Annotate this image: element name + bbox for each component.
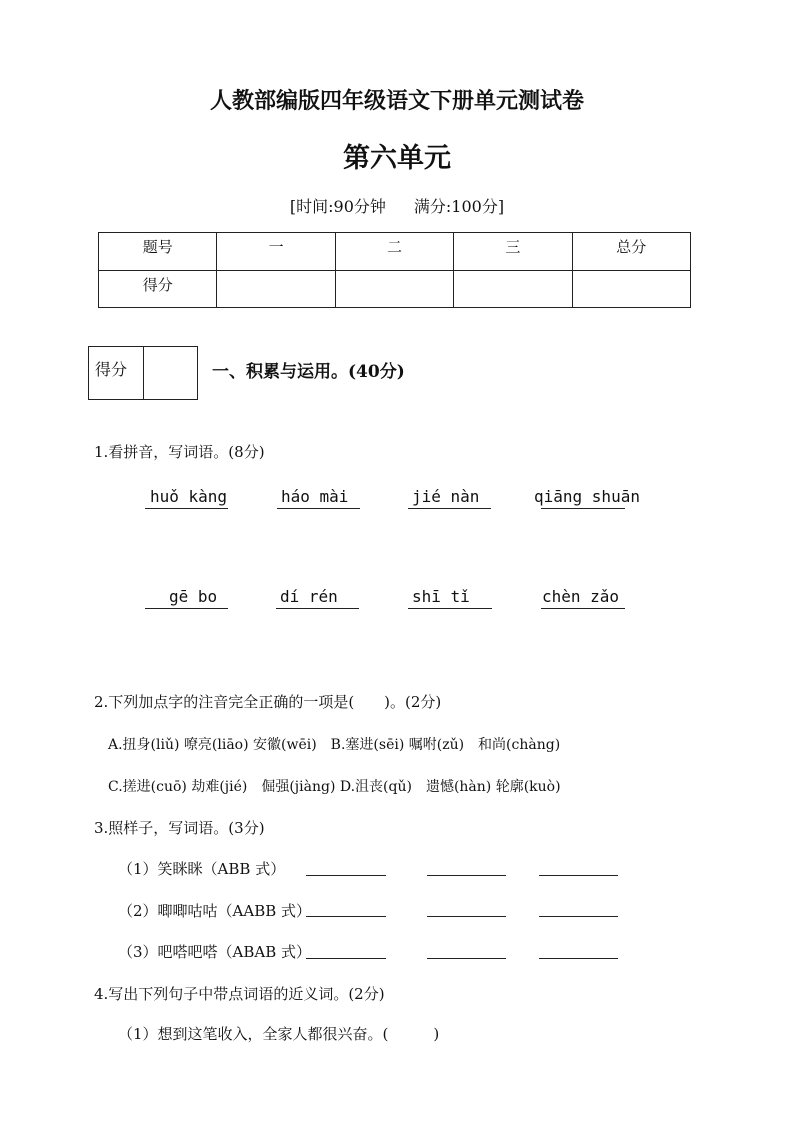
pinyin-item: chèn zǎo bbox=[542, 587, 620, 606]
question-2-options-ab: A.扭身(liǔ) 嘹亮(liāo) 安徽(wēi) B.塞进(sēi) 嘱咐(zǔ) 和尚(chàng) bbox=[108, 737, 561, 753]
answer-line[interactable] bbox=[306, 875, 386, 876]
score-table bbox=[98, 232, 691, 308]
question-3-item: （1）笑眯眯（ABB 式） bbox=[118, 860, 286, 878]
answer-line[interactable] bbox=[408, 508, 491, 509]
question-4-prompt: 4.写出下列句子中带点词语的近义词。(2分) bbox=[94, 985, 385, 1003]
score-table-cell: 二 bbox=[335, 233, 453, 271]
pinyin-item: dí rén bbox=[280, 587, 338, 606]
pinyin-item: háo mài bbox=[281, 487, 349, 506]
answer-line[interactable] bbox=[541, 508, 625, 509]
score-table-cell: 一 bbox=[217, 233, 335, 271]
section-score-box bbox=[88, 346, 198, 400]
question-3-item: （3）吧嗒吧嗒（ABAB 式） bbox=[118, 943, 312, 961]
answer-line[interactable] bbox=[277, 508, 360, 509]
exam-meta bbox=[0, 194, 794, 217]
score-table-cell: 总分 bbox=[572, 233, 690, 271]
score-table-cell[interactable] bbox=[572, 270, 690, 308]
question-3-item: （2）唧唧咕咕（AABB 式） bbox=[118, 902, 312, 920]
answer-line[interactable] bbox=[306, 916, 386, 917]
question-4-item: （1）想到这笔收入，全家人都很兴奋。( ) bbox=[118, 1025, 440, 1043]
question-2-prompt: 2.下列加点字的注音完全正确的一项是( )。(2分) bbox=[94, 693, 442, 711]
unit-title: 第六单元 bbox=[343, 143, 451, 174]
answer-line[interactable] bbox=[408, 608, 492, 609]
section-title: 一、积累与运用。(40分) bbox=[212, 362, 405, 382]
pinyin-item: gē bo bbox=[169, 587, 218, 606]
score-table-cell: 三 bbox=[454, 233, 572, 271]
answer-line[interactable] bbox=[539, 916, 618, 917]
answer-line[interactable] bbox=[276, 608, 359, 609]
question-3-prompt: 3.照样子，写词语。(3分) bbox=[94, 819, 265, 837]
score-table-score-row bbox=[99, 270, 691, 308]
score-table-cell[interactable] bbox=[217, 270, 335, 308]
answer-line[interactable] bbox=[306, 958, 386, 959]
question-1-prompt: 1.看拼音，写词语。(8分) bbox=[94, 443, 265, 461]
question-2-options-cd: C.搓进(cuō) 劫难(jié) 倔强(jiàng) D.沮丧(qǔ) 遗憾(hàn) 轮廓(kuò) bbox=[108, 779, 561, 795]
answer-line[interactable] bbox=[427, 958, 506, 959]
time-info: [时间:90分钟 bbox=[289, 197, 386, 216]
answer-line[interactable] bbox=[539, 875, 618, 876]
answer-line[interactable] bbox=[145, 608, 228, 609]
score-table-cell: 得分 bbox=[99, 270, 217, 308]
answer-line[interactable] bbox=[541, 608, 625, 609]
pinyin-item: huǒ kàng bbox=[150, 487, 228, 506]
page-title: 人教部编版四年级语文下册单元测试卷 bbox=[209, 88, 584, 114]
answer-line[interactable] bbox=[427, 916, 506, 917]
section-score-divider bbox=[143, 347, 144, 399]
pinyin-item: jié nàn bbox=[412, 487, 480, 506]
pinyin-item: shī tǐ bbox=[412, 587, 470, 606]
answer-line[interactable] bbox=[539, 958, 618, 959]
full-score-info: 满分:100分] bbox=[413, 197, 505, 216]
pinyin-item: qiāng shuān bbox=[534, 487, 640, 506]
section-score-label: 得分 bbox=[95, 360, 128, 379]
answer-line[interactable] bbox=[145, 508, 228, 509]
answer-line[interactable] bbox=[427, 875, 506, 876]
score-table-cell: 题号 bbox=[99, 233, 217, 271]
score-table-cell[interactable] bbox=[454, 270, 572, 308]
score-table-header-row bbox=[99, 233, 691, 271]
score-table-cell[interactable] bbox=[335, 270, 453, 308]
